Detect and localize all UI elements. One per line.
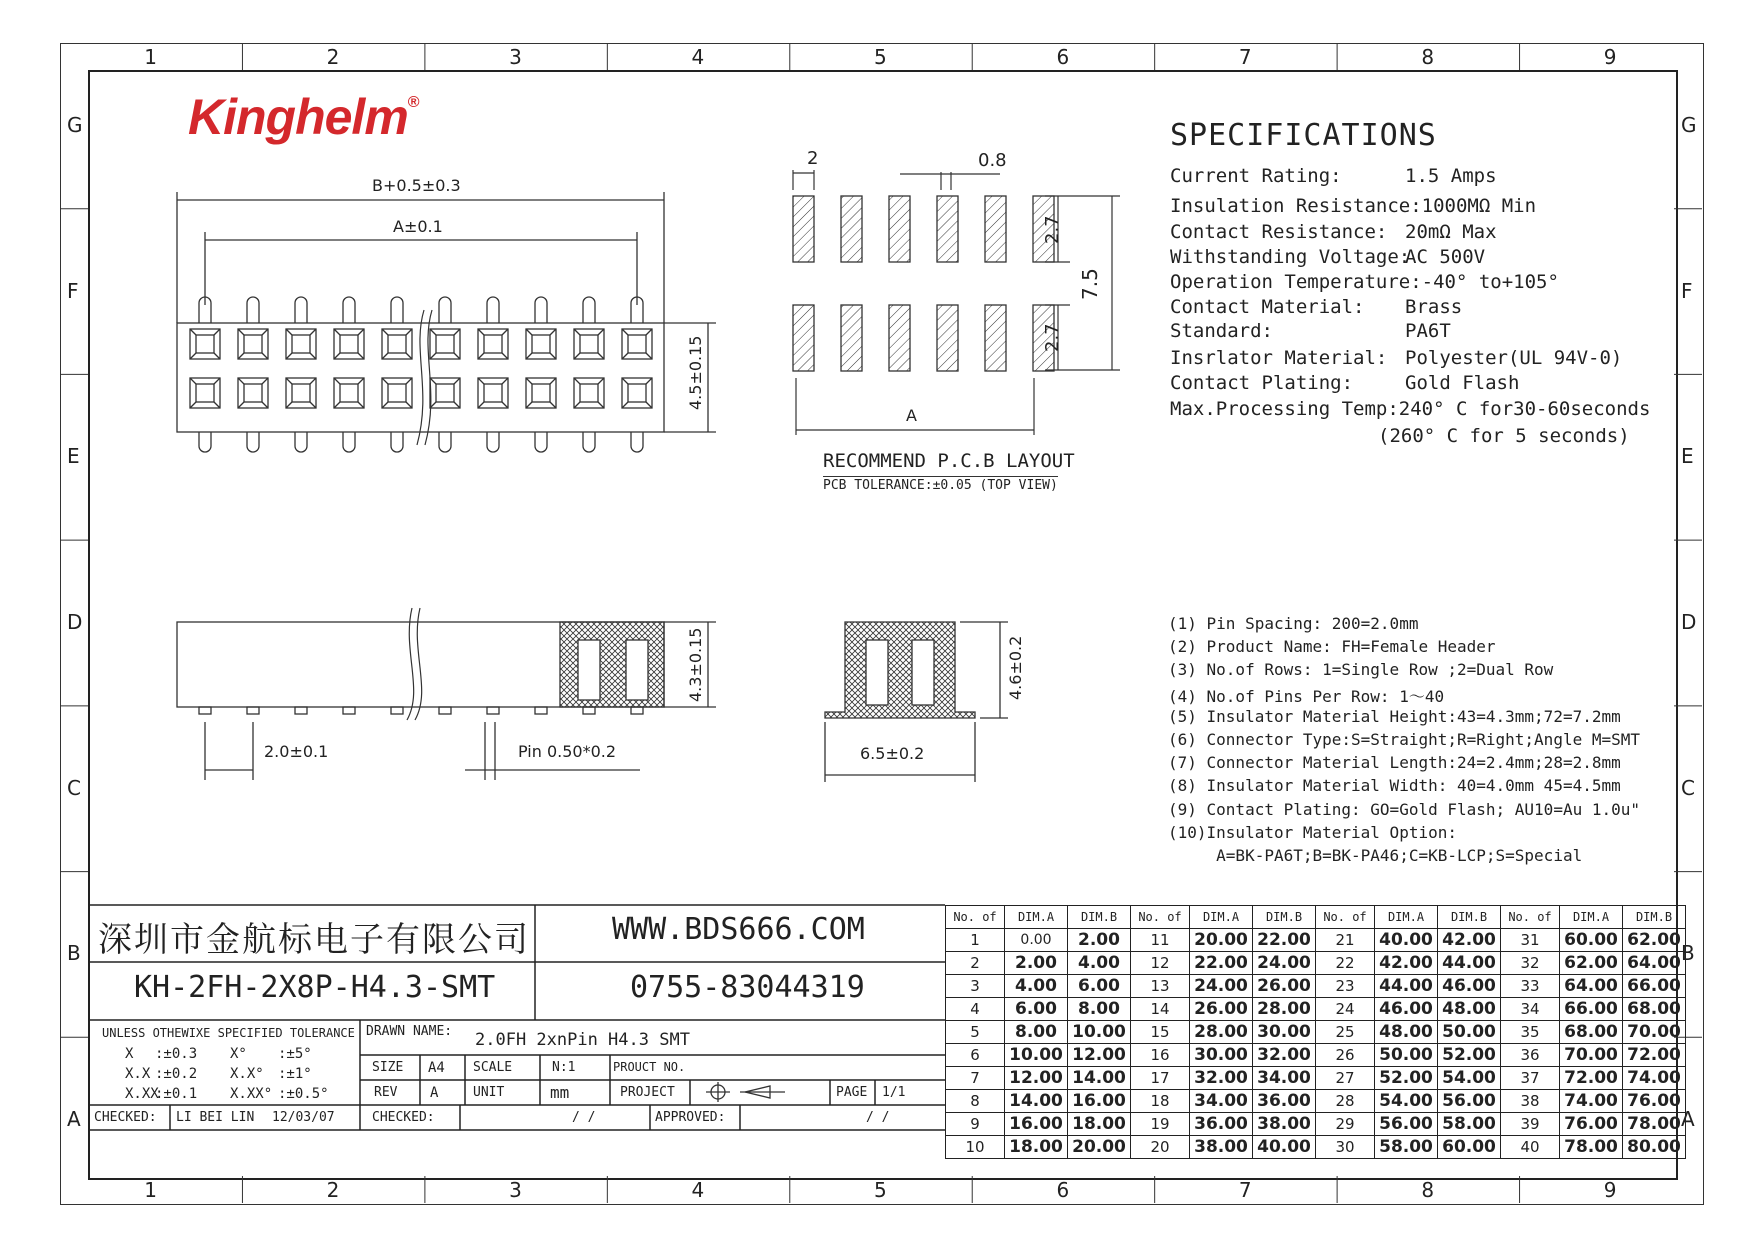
table-header-cell: DIM.B — [1253, 906, 1316, 929]
zone-col-label: 4 — [691, 1178, 705, 1202]
table-header-cell: No. of — [946, 906, 1005, 929]
zone-col-label: 7 — [1238, 45, 1252, 69]
table-row — [946, 975, 1686, 998]
spec-label: Insrlator Material: — [1170, 347, 1388, 369]
table-cell: 42.00 — [1438, 929, 1501, 952]
project-label: PROJECT — [620, 1085, 675, 1100]
tolerance-cell: X.X — [125, 1066, 151, 1082]
table-cell: 6.00 — [1068, 975, 1131, 998]
table-cell: 74.00 — [1560, 1090, 1623, 1113]
table-cell: 56.00 — [1438, 1090, 1501, 1113]
table-cell: 20.00 — [1068, 1136, 1131, 1159]
table-cell: 38.00 — [1253, 1113, 1316, 1136]
dim-end-height: 4.6±0.2 — [1006, 635, 1025, 700]
table-cell: 80.00 — [1623, 1136, 1686, 1159]
zone-row-label: D — [67, 610, 83, 634]
spec-value: Gold Flash — [1405, 372, 1520, 394]
zone-col-label: 5 — [874, 45, 887, 69]
table-cell: 2.00 — [1005, 952, 1068, 975]
table-cell: 22 — [1316, 952, 1375, 975]
spec-value: AC 500V — [1405, 246, 1486, 268]
table-cell: 24.00 — [1253, 952, 1316, 975]
table-cell: 13 — [1131, 975, 1190, 998]
dim-top-height: 4.5±0.15 — [686, 335, 705, 410]
table-cell: 8.00 — [1005, 1021, 1068, 1044]
table-cell: 76.00 — [1560, 1113, 1623, 1136]
zone-row-label: E — [1681, 444, 1694, 469]
table-cell: 32 — [1501, 952, 1560, 975]
table-cell: 30 — [1316, 1136, 1375, 1159]
table-cell: 20.00 — [1190, 929, 1253, 952]
tolerance-cell: :±1° — [278, 1066, 312, 1082]
table-header-cell: No. of — [1316, 906, 1375, 929]
checked-date: 12/03/07 — [272, 1110, 335, 1125]
table-cell: 72.00 — [1623, 1044, 1686, 1067]
table-cell: 29 — [1316, 1113, 1375, 1136]
table-cell: 46.00 — [1438, 975, 1501, 998]
table-cell: 20 — [1131, 1136, 1190, 1159]
table-cell: 22.00 — [1190, 952, 1253, 975]
table-cell: 50.00 — [1375, 1044, 1438, 1067]
table-header-cell: DIM.B — [1438, 906, 1501, 929]
table-cell: 6 — [946, 1044, 1005, 1067]
spec-value: 240° C for30-60seconds — [1398, 398, 1651, 420]
drawn-name-label: DRAWN NAME: — [366, 1024, 453, 1039]
table-row — [946, 1113, 1686, 1136]
dim-side-pin: Pin 0.50*0.2 — [518, 742, 617, 761]
table-cell: 64.00 — [1560, 975, 1623, 998]
table-header-cell: DIM.B — [1623, 906, 1686, 929]
table-cell: 48.00 — [1375, 1021, 1438, 1044]
table-cell: 34 — [1501, 998, 1560, 1021]
dimension-table — [945, 905, 1686, 1159]
zone-row-label: A — [67, 1107, 81, 1132]
table-cell: 18.00 — [1005, 1136, 1068, 1159]
top-view — [177, 192, 716, 452]
zone-row-label: C — [67, 775, 81, 800]
spec-label: Current Rating: — [1170, 165, 1342, 187]
zone-col-label: 3 — [509, 1178, 522, 1202]
spec-value: PA6T — [1405, 320, 1451, 342]
table-cell: 16.00 — [1068, 1090, 1131, 1113]
table-cell: 70.00 — [1560, 1044, 1623, 1067]
tolerance-cell: X.X° — [230, 1066, 264, 1082]
checked-label: CHECKED: — [94, 1110, 157, 1125]
company-website: WWW.BDS666.COM — [612, 912, 865, 947]
zone-row-label: G — [1681, 112, 1697, 137]
zone-row-label: F — [1681, 278, 1693, 303]
unit-label: UNIT — [473, 1085, 505, 1100]
dim-top-overall: B+0.5±0.3 — [372, 176, 461, 195]
company-name: 深圳市金航标电子有限公司 — [98, 920, 530, 960]
table-cell: 28 — [1316, 1090, 1375, 1113]
table-row — [946, 952, 1686, 975]
table-cell: 32.00 — [1253, 1044, 1316, 1067]
table-cell: 8 — [946, 1090, 1005, 1113]
table-cell: 54.00 — [1375, 1090, 1438, 1113]
zone-col-label: 9 — [1603, 45, 1617, 69]
spec-label: Withstanding Voltage: — [1170, 246, 1411, 268]
size-value: A4 — [428, 1060, 445, 1076]
zone-row-label: C — [1681, 775, 1695, 800]
zone-col-label: 9 — [1603, 1178, 1617, 1202]
zone-row-label: G — [67, 112, 83, 137]
spec-value: 1000MΩ Min — [1421, 195, 1537, 217]
zone-col-label: 1 — [144, 1178, 157, 1202]
table-cell: 28.00 — [1190, 1021, 1253, 1044]
table-cell: 70.00 — [1623, 1021, 1686, 1044]
zone-row-label: B — [1681, 941, 1695, 966]
table-cell: 23 — [1316, 975, 1375, 998]
side-view — [177, 608, 716, 780]
table-cell: 26.00 — [1253, 975, 1316, 998]
brand-logo: Kinghelm® — [188, 89, 419, 145]
table-cell: 28.00 — [1253, 998, 1316, 1021]
table-cell: 7 — [946, 1067, 1005, 1090]
table-cell: 16.00 — [1005, 1113, 1068, 1136]
table-cell: 1 — [946, 929, 1005, 952]
table-cell: 54.00 — [1438, 1067, 1501, 1090]
table-cell: 2.00 — [1068, 929, 1131, 952]
specifications-title: SPECIFICATIONS — [1170, 118, 1437, 153]
zone-col-label: 6 — [1056, 45, 1070, 69]
table-cell: 36.00 — [1190, 1113, 1253, 1136]
zone-row-label: D — [1681, 610, 1697, 634]
table-cell: 18 — [1131, 1090, 1190, 1113]
table-header-cell: DIM.A — [1375, 906, 1438, 929]
table-cell: 58.00 — [1375, 1136, 1438, 1159]
dim-end-width: 6.5±0.2 — [860, 744, 925, 763]
table-cell: 31 — [1501, 929, 1560, 952]
pcb-layout — [793, 196, 1054, 371]
zone-col-label: 3 — [509, 45, 522, 69]
table-cell: 40 — [1501, 1136, 1560, 1159]
table-cell: 10 — [946, 1136, 1005, 1159]
table-cell: 3 — [946, 975, 1005, 998]
tolerance-cell: X° — [230, 1046, 247, 1062]
note-item: (3) No.of Rows: 1=Single Row ;2=Dual Row — [1168, 660, 1554, 680]
spec-value: 1.5 Amps — [1405, 165, 1497, 187]
table-row — [946, 1044, 1686, 1067]
dim-pcb-pad-len-bottom: 2.7 — [1042, 323, 1063, 352]
tolerance-cell: :±0.2 — [155, 1066, 198, 1082]
table-cell: 52.00 — [1438, 1044, 1501, 1067]
table-cell: 78.00 — [1560, 1136, 1623, 1159]
tolerance-cell: :±0.1 — [155, 1086, 198, 1102]
table-cell: 12 — [1131, 952, 1190, 975]
zone-row-label: A — [1681, 1107, 1695, 1132]
table-cell: 14 — [1131, 998, 1190, 1021]
dim-top-pitch-span: A±0.1 — [393, 217, 443, 236]
checked2-label: CHECKED: — [372, 1110, 435, 1125]
table-cell: 37 — [1501, 1067, 1560, 1090]
table-row — [946, 998, 1686, 1021]
table-cell: 24 — [1316, 998, 1375, 1021]
table-cell: 72.00 — [1560, 1067, 1623, 1090]
table-cell: 14.00 — [1005, 1090, 1068, 1113]
dim-pcb-span: A — [906, 406, 917, 425]
tolerance-title: UNLESS OTHEWIXE SPECIFIED TOLERANCE — [102, 1026, 355, 1040]
note-item: (10)Insulator Material Option: — [1168, 822, 1457, 842]
table-cell: 26.00 — [1190, 998, 1253, 1021]
table-cell: 36 — [1501, 1044, 1560, 1067]
table-cell: 38.00 — [1190, 1136, 1253, 1159]
spec-value: Polyester(UL 94V-0) — [1405, 347, 1623, 369]
spec-label: Insulation Resistance: — [1170, 195, 1422, 217]
zone-col-label: 8 — [1421, 1178, 1435, 1202]
spec-value: -40° to+105° — [1421, 271, 1559, 293]
unit-value: mm — [550, 1083, 570, 1102]
checked-by: LI BEI LIN — [176, 1110, 255, 1125]
table-cell: 60.00 — [1560, 929, 1623, 952]
table-cell: 5 — [946, 1021, 1005, 1044]
zone-col-label: 7 — [1238, 1178, 1252, 1202]
table-cell: 16 — [1131, 1044, 1190, 1067]
table-cell: 39 — [1501, 1113, 1560, 1136]
spec-label: Contact Plating: — [1170, 372, 1354, 394]
note-item: (6) Connector Type:S=Straight;R=Right;Angle M=SMT — [1168, 730, 1641, 749]
spec-value: Brass — [1405, 296, 1463, 318]
table-cell: 8.00 — [1068, 998, 1131, 1021]
table-cell: 44.00 — [1375, 975, 1438, 998]
table-cell: 74.00 — [1623, 1067, 1686, 1090]
table-cell: 24.00 — [1190, 975, 1253, 998]
dim-pcb-pad-gap: 0.8 — [978, 150, 1007, 171]
table-cell: 34.00 — [1190, 1090, 1253, 1113]
table-cell: 38 — [1501, 1090, 1560, 1113]
table-cell: 12.00 — [1068, 1044, 1131, 1067]
spec-label: Contact Resistance: — [1170, 221, 1388, 243]
dim-pcb-pad-len-top: 2.7 — [1042, 215, 1063, 244]
zone-col-label: 5 — [874, 1178, 887, 1202]
table-cell: 56.00 — [1375, 1113, 1438, 1136]
dim-side-pitch: 2.0±0.1 — [264, 742, 329, 761]
tolerance-cell: :±5° — [278, 1046, 312, 1062]
product-no-label: PROUCT NO. — [613, 1060, 686, 1074]
table-cell: 66.00 — [1623, 975, 1686, 998]
table-header-cell: DIM.A — [1005, 906, 1068, 929]
note-item: A=BK-PA6T;B=BK-PA46;C=KB-LCP;S=Special — [1168, 846, 1583, 865]
table-row — [946, 929, 1686, 952]
tolerance-cell: :±0.5° — [278, 1086, 329, 1102]
zone-col-label: 8 — [1421, 45, 1435, 69]
table-cell: 30.00 — [1253, 1021, 1316, 1044]
table-cell: 62.00 — [1560, 952, 1623, 975]
table-cell: 0.00 — [1005, 929, 1068, 952]
table-cell: 42.00 — [1375, 952, 1438, 975]
table-cell: 40.00 — [1375, 929, 1438, 952]
table-cell: 68.00 — [1560, 1021, 1623, 1044]
tolerance-cell: X.XX° — [230, 1086, 273, 1102]
table-header-cell: DIM.B — [1068, 906, 1131, 929]
table-cell: 46.00 — [1375, 998, 1438, 1021]
table-row — [946, 1136, 1686, 1159]
dim-side-height: 4.3±0.15 — [686, 627, 705, 702]
table-cell: 44.00 — [1438, 952, 1501, 975]
tolerance-cell: X.XX — [125, 1086, 159, 1102]
table-cell: 10.00 — [1005, 1044, 1068, 1067]
note-item: (9) Contact Plating: GO=Gold Flash; AU10=Au 1.0u" — [1168, 799, 1641, 819]
zone-row-label: E — [67, 444, 80, 469]
scale-value: N:1 — [552, 1060, 576, 1075]
table-cell: 40.00 — [1253, 1136, 1316, 1159]
scale-label: SCALE — [473, 1060, 513, 1075]
page-label: PAGE — [836, 1085, 868, 1100]
zone-col-label: 1 — [144, 45, 157, 69]
size-label: SIZE — [372, 1060, 404, 1075]
table-header-cell: No. of — [1501, 906, 1560, 929]
table-cell: 9 — [946, 1113, 1005, 1136]
table-cell: 6.00 — [1005, 998, 1068, 1021]
table-header-cell: No. of — [1131, 906, 1190, 929]
table-row — [946, 1090, 1686, 1113]
table-cell: 15 — [1131, 1021, 1190, 1044]
projection-symbol-icon — [706, 1082, 785, 1102]
dim-pcb-total: 7.5 — [1078, 268, 1102, 300]
pcb-tolerance-note: PCB TOLERANCE:±0.05 (TOP VIEW) — [823, 478, 1058, 493]
table-cell: 50.00 — [1438, 1021, 1501, 1044]
table-cell: 60.00 — [1438, 1136, 1501, 1159]
table-cell: 68.00 — [1623, 998, 1686, 1021]
zone-row-label: B — [67, 941, 81, 966]
part-number: KH-2FH-2X8P-H4.3-SMT — [134, 970, 496, 1005]
table-cell: 26 — [1316, 1044, 1375, 1067]
zone-row-label: F — [67, 278, 79, 303]
spec-label: Max.Processing Temp: — [1170, 398, 1399, 420]
table-cell: 33 — [1501, 975, 1560, 998]
table-cell: 12.00 — [1005, 1067, 1068, 1090]
checked2-date: / / — [572, 1110, 596, 1125]
table-cell: 14.00 — [1068, 1067, 1131, 1090]
table-cell: 30.00 — [1190, 1044, 1253, 1067]
table-header-row — [946, 906, 1686, 929]
table-cell: 4.00 — [1068, 952, 1131, 975]
table-row — [946, 1021, 1686, 1044]
table-cell: 64.00 — [1623, 952, 1686, 975]
table-cell: 11 — [1131, 929, 1190, 952]
dim-pcb-pad-width: 2 — [807, 148, 819, 169]
table-cell: 2 — [946, 952, 1005, 975]
page-value: 1/1 — [882, 1085, 906, 1100]
table-cell: 66.00 — [1560, 998, 1623, 1021]
table-cell: 35 — [1501, 1021, 1560, 1044]
zone-col-label: 2 — [326, 45, 340, 69]
table-cell: 18.00 — [1068, 1113, 1131, 1136]
approved-date: / / — [866, 1110, 890, 1125]
table-cell: 48.00 — [1438, 998, 1501, 1021]
table-cell: 62.00 — [1623, 929, 1686, 952]
table-header-cell: DIM.A — [1190, 906, 1253, 929]
table-cell: 76.00 — [1623, 1090, 1686, 1113]
table-cell: 34.00 — [1253, 1067, 1316, 1090]
spec-label: Standard: — [1170, 320, 1273, 342]
table-cell: 17 — [1131, 1067, 1190, 1090]
pcb-layout-title: RECOMMEND P.C.B LAYOUT — [823, 450, 1075, 472]
table-cell: 25 — [1316, 1021, 1375, 1044]
drawn-name-value: 2.0FH 2xnPin H4.3 SMT — [475, 1030, 690, 1050]
spec-label: Operation Temperature: — [1170, 271, 1422, 293]
table-row — [946, 1067, 1686, 1090]
note-item: (5) Insulator Material Height:43=4.3mm;72=7.2mm — [1168, 706, 1621, 726]
table-header-cell: DIM.A — [1560, 906, 1623, 929]
note-item: (2) Product Name: FH=Female Header — [1168, 637, 1496, 657]
table-cell: 10.00 — [1068, 1021, 1131, 1044]
table-cell: 78.00 — [1623, 1113, 1686, 1136]
zone-col-label: 2 — [326, 1178, 340, 1202]
approved-label: APPROVED: — [655, 1110, 726, 1125]
table-cell: 4.00 — [1005, 975, 1068, 998]
table-cell: 52.00 — [1375, 1067, 1438, 1090]
tolerance-cell: :±0.3 — [155, 1046, 198, 1062]
table-cell: 32.00 — [1190, 1067, 1253, 1090]
table-cell: 21 — [1316, 929, 1375, 952]
table-cell: 22.00 — [1253, 929, 1316, 952]
table-cell: 19 — [1131, 1113, 1190, 1136]
note-item: (8) Insulator Material Width: 40=4.0mm 45=4.5mm — [1168, 776, 1621, 796]
note-item: (1) Pin Spacing: 200=2.0mm — [1168, 614, 1419, 633]
tolerance-cell: X — [125, 1046, 134, 1062]
zone-col-label: 6 — [1056, 1178, 1070, 1202]
table-cell: 27 — [1316, 1067, 1375, 1090]
table-cell: 36.00 — [1253, 1090, 1316, 1113]
table-cell: 58.00 — [1438, 1113, 1501, 1136]
note-item: (4) No.of Pins Per Row: 1～40 — [1168, 686, 1445, 706]
rev-label: REV — [374, 1085, 398, 1100]
spec-value: (260° C for 5 seconds) — [1378, 425, 1630, 447]
zone-col-label: 4 — [691, 45, 705, 69]
company-phone: 0755-83044319 — [630, 970, 865, 1005]
rev-value: A — [430, 1085, 439, 1101]
note-item: (7) Connector Material Length:24=2.4mm;28=2.8mm — [1168, 753, 1621, 773]
spec-value: 20mΩ Max — [1405, 221, 1497, 243]
spec-label: Contact Material: — [1170, 296, 1365, 318]
table-cell: 4 — [946, 998, 1005, 1021]
